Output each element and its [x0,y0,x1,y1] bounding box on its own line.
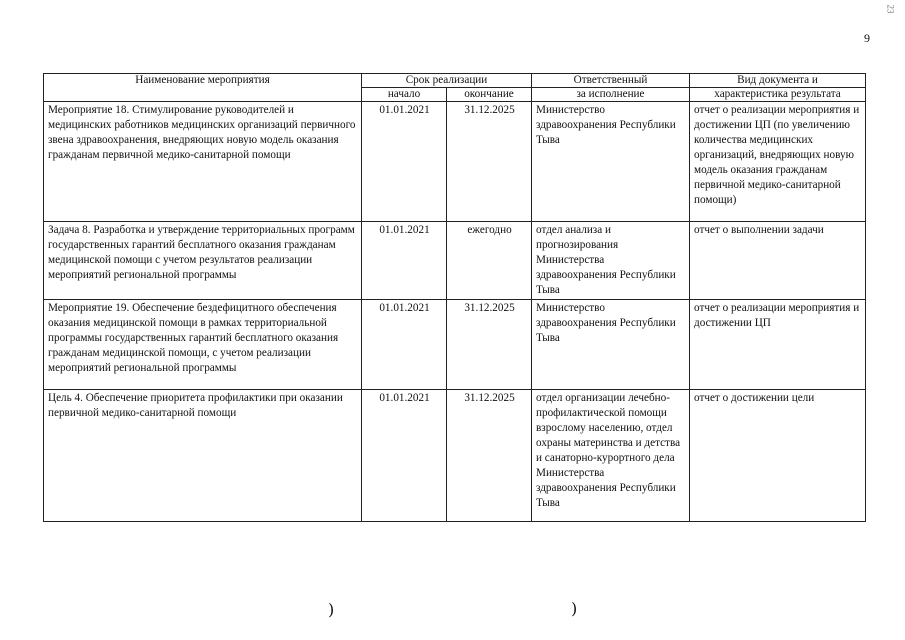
page-number: 9 [864,31,870,45]
start-date: 01.01.2021 [362,390,447,522]
header-document-2: характеристика результата [690,88,866,102]
table-row [44,222,866,300]
header-end: окончание [447,88,532,102]
start-date: 01.01.2021 [362,102,447,222]
start-date: 01.01.2021 [362,300,447,390]
document-type: отчет о выполнении задачи [690,222,866,300]
header-responsible-1: Ответственный [532,74,690,88]
activity-name: Задача 8. Разработка и утверждение территориальных программ государственных гарантий бесплатного оказания гражданам медицинской помощи с учетом результатов реализации мероприятий региональной программы [44,222,362,300]
end-date: 31.12.2025 [447,300,532,390]
responsible: отдел организации лечебно-профилактической помощи взрослому населению, отдел охраны материнства и детства и санаторно-курортного дела Министерства здравоохранения Республики Тыва [532,390,690,522]
activity-name: Цель 4. Обеспечение приоритета профилактики при оказании первичной медико-санитарной помощи [44,390,362,522]
footer-mark-right: ) [571,599,578,618]
end-date: ежегодно [447,222,532,300]
responsible: отдел анализа и прогнозирования Министерства здравоохранения Республики Тыва [532,222,690,300]
header-row-1 [44,74,866,88]
header-responsible-2: за исполнение [532,88,690,102]
table-row [44,300,866,390]
header-name: Наименование мероприятия [44,74,362,102]
table-row [44,102,866,222]
header-term: Срок реализации [362,74,532,88]
end-date: 31.12.2025 [447,102,532,222]
responsible: Министерство здравоохранения Республики Тыва [532,102,690,222]
document-type: отчет о достижении цели [690,390,866,522]
header-start: начало [362,88,447,102]
start-date: 01.01.2021 [362,222,447,300]
activity-name: Мероприятие 18. Стимулирование руководителей и медицинских работников медицинских организаций первичного звена здравоохранения, внедряющих новую модель оказания гражданам первичной медико-санитарной помощи [44,102,362,222]
activities-table [43,73,866,522]
header-document-1: Вид документа и [690,74,866,88]
responsible: Министерство здравоохранения Республики Тыва [532,300,690,390]
end-date: 31.12.2025 [447,390,532,522]
activity-name: Мероприятие 19. Обеспечение бездефицитного обеспечения оказания медицинской помощи в рамках территориальной программы государственных гарантий бесплатного оказания гражданам медицинской помощи, с учетом реализации мероприятий региональной программы [44,300,362,390]
document-type: отчет о реализации мероприятия и достижении ЦП (по увеличению количества медицинских организаций, внедряющих новую модель оказания гражданам первичной медико-санитарной помощи) [690,102,866,222]
table-row [44,390,866,522]
footer-mark-left: ) [328,600,335,619]
corner-mark: 23 [885,4,896,14]
document-type: отчет о реализации мероприятия и достижении ЦП [690,300,866,390]
